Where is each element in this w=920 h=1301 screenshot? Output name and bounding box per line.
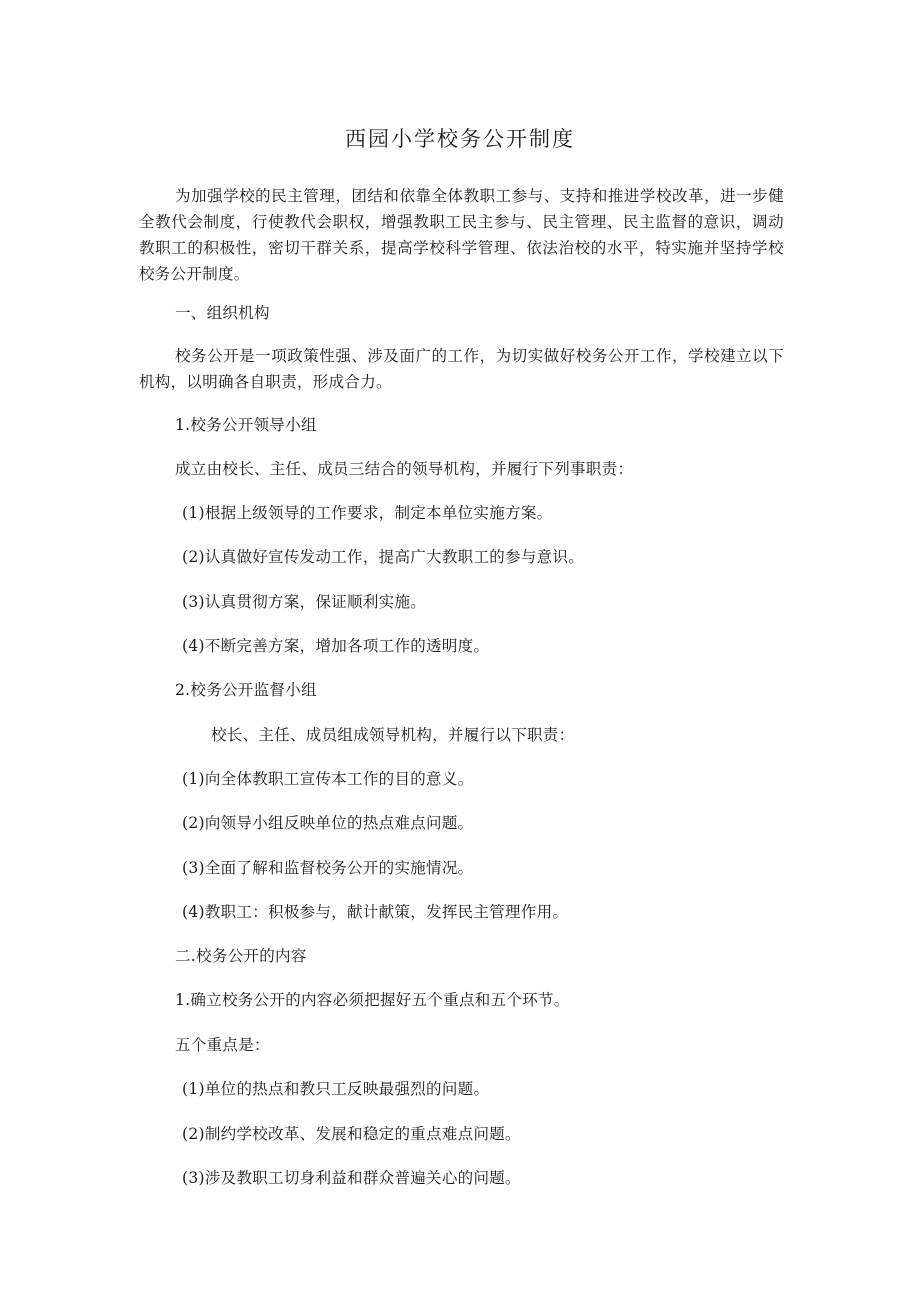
focus-heading: 五个重点是：	[175, 1036, 270, 1054]
intro-paragraph: 为加强学校的民主管理，团结和依靠全体教职工参与、支持和推进学校改革，进一步健全教代会制度，行使教代会职权，增强教职工民主参与、民主管理、民主监督的意识，调动教职工的积极性，密切干群关系，提高学校科学管理、依法治校的水平，特实施并坚持学校校务公开制度。	[139, 187, 784, 283]
group1-item: (1)根据上级领导的工作要求，制定本单位实施方案。	[182, 504, 553, 522]
group1-intro: 成立由校长、主任、成员三结合的领导机构，并履行下列事职责：	[175, 460, 634, 478]
group1-item: (3)认真贯彻方案，保证顺利实施。	[182, 593, 427, 611]
group1-item: (2)认真做好宣传发动工作，提高广大教职工的参与意识。	[182, 548, 585, 566]
group1-heading: 1.校务公开领导小组	[175, 416, 317, 434]
group2-intro: 校长、主任、成员组成领导机构，并履行以下职责：	[211, 726, 575, 744]
group2-heading: 2.校务公开监督小组	[175, 681, 317, 699]
document-title: 西园小学校务公开制度	[345, 127, 575, 151]
group2-item: (1)向全体教职工宣传本工作的目的意义。	[182, 770, 474, 788]
group2-item: (2)向领导小组反映单位的热点难点问题。	[182, 814, 474, 832]
group2-item: (4)教职工：积极参与，献计献策，发挥民主管理作用。	[182, 903, 569, 921]
section1-paragraph: 校务公开是一项政策性强、涉及面广的工作，为切实做好校务公开工作，学校建立以下机构，以明确各自职责，形成合力。	[139, 347, 784, 391]
focus-item: (1)单位的热点和教只工反映最强烈的问题。	[182, 1080, 490, 1098]
section2-heading: 二.校务公开的内容	[175, 947, 307, 965]
focus-item: (2)制约学校改革、发展和稳定的重点难点问题。	[182, 1125, 521, 1143]
section1-heading: 一、组织机构	[175, 304, 270, 322]
group2-item: (3)全面了解和监督校务公开的实施情况。	[182, 859, 474, 877]
group1-item: (4)不断完善方案，增加各项工作的透明度。	[182, 637, 490, 655]
section2-point: 1.确立校务公开的内容必须把握好五个重点和五个环节。	[175, 991, 570, 1009]
focus-item: (3)涉及教职工切身利益和群众普遍关心的问题。	[182, 1169, 521, 1187]
